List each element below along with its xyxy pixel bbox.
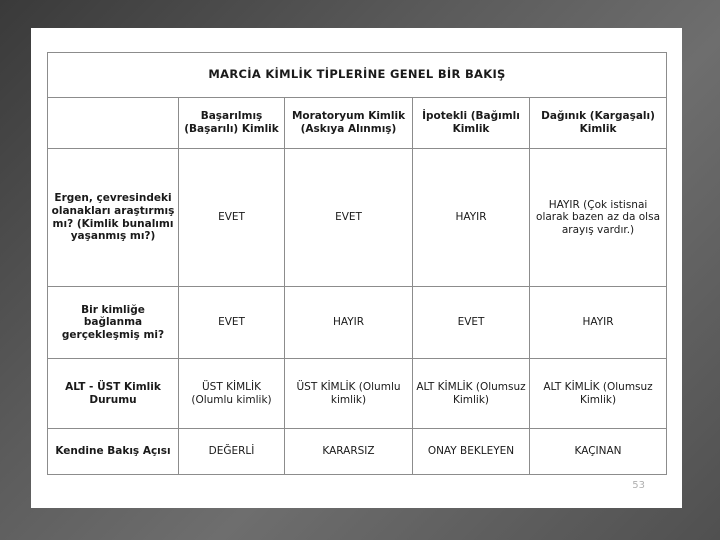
title-row [48, 53, 667, 98]
table-cell: EVET [285, 149, 413, 287]
table-title: MARCİA KİMLİK TİPLERİNE GENEL BİR BAKIŞ [48, 53, 667, 98]
table-cell: HAYIR [413, 149, 530, 287]
column-header-row [48, 98, 667, 149]
table-cell: EVET [179, 287, 285, 359]
table-row [48, 287, 667, 359]
corner-cell [48, 98, 179, 149]
table-cell: ONAY BEKLEYEN [413, 429, 530, 475]
table-cell: ÜST KİMLİK (Olumlu kimlik) [285, 359, 413, 429]
slide [31, 28, 682, 508]
table-row [48, 359, 667, 429]
row-header-commitment: Bir kimliğe bağlanma gerçekleşmiş mi? [48, 287, 179, 359]
page-number: 53 [632, 480, 645, 491]
identity-types-table [47, 52, 667, 475]
table-cell: ÜST KİMLİK (Olumlu kimlik) [179, 359, 285, 429]
column-header-diffused: Dağınık (Kargaşalı) Kimlik [530, 98, 667, 149]
row-header-self-view: Kendine Bakış Açısı [48, 429, 179, 475]
table-cell: EVET [179, 149, 285, 287]
table-row [48, 149, 667, 287]
table-cell: HAYIR (Çok istisnai olarak bazen az da olsa arayış vardır.) [530, 149, 667, 287]
row-header-identity-status: ALT - ÜST Kimlik Durumu [48, 359, 179, 429]
table-cell: DEĞERLİ [179, 429, 285, 475]
column-header-achieved: Başarılmış (Başarılı) Kimlik [179, 98, 285, 149]
table-cell: HAYIR [530, 287, 667, 359]
table-cell: KAÇINAN [530, 429, 667, 475]
table-cell: EVET [413, 287, 530, 359]
table-cell: KARARSIZ [285, 429, 413, 475]
row-header-exploration: Ergen, çevresindeki olanakları araştırmış mı? (Kimlik bunalımı yaşanmış mı?) [48, 149, 179, 287]
column-header-moratorium: Moratoryum Kimlik (Askıya Alınmış) [285, 98, 413, 149]
table-cell: ALT KİMLİK (Olumsuz Kimlik) [530, 359, 667, 429]
table-cell: ALT KİMLİK (Olumsuz Kimlik) [413, 359, 530, 429]
table-row [48, 429, 667, 475]
column-header-foreclosed: İpotekli (Bağımlı Kimlik [413, 98, 530, 149]
table-cell: HAYIR [285, 287, 413, 359]
